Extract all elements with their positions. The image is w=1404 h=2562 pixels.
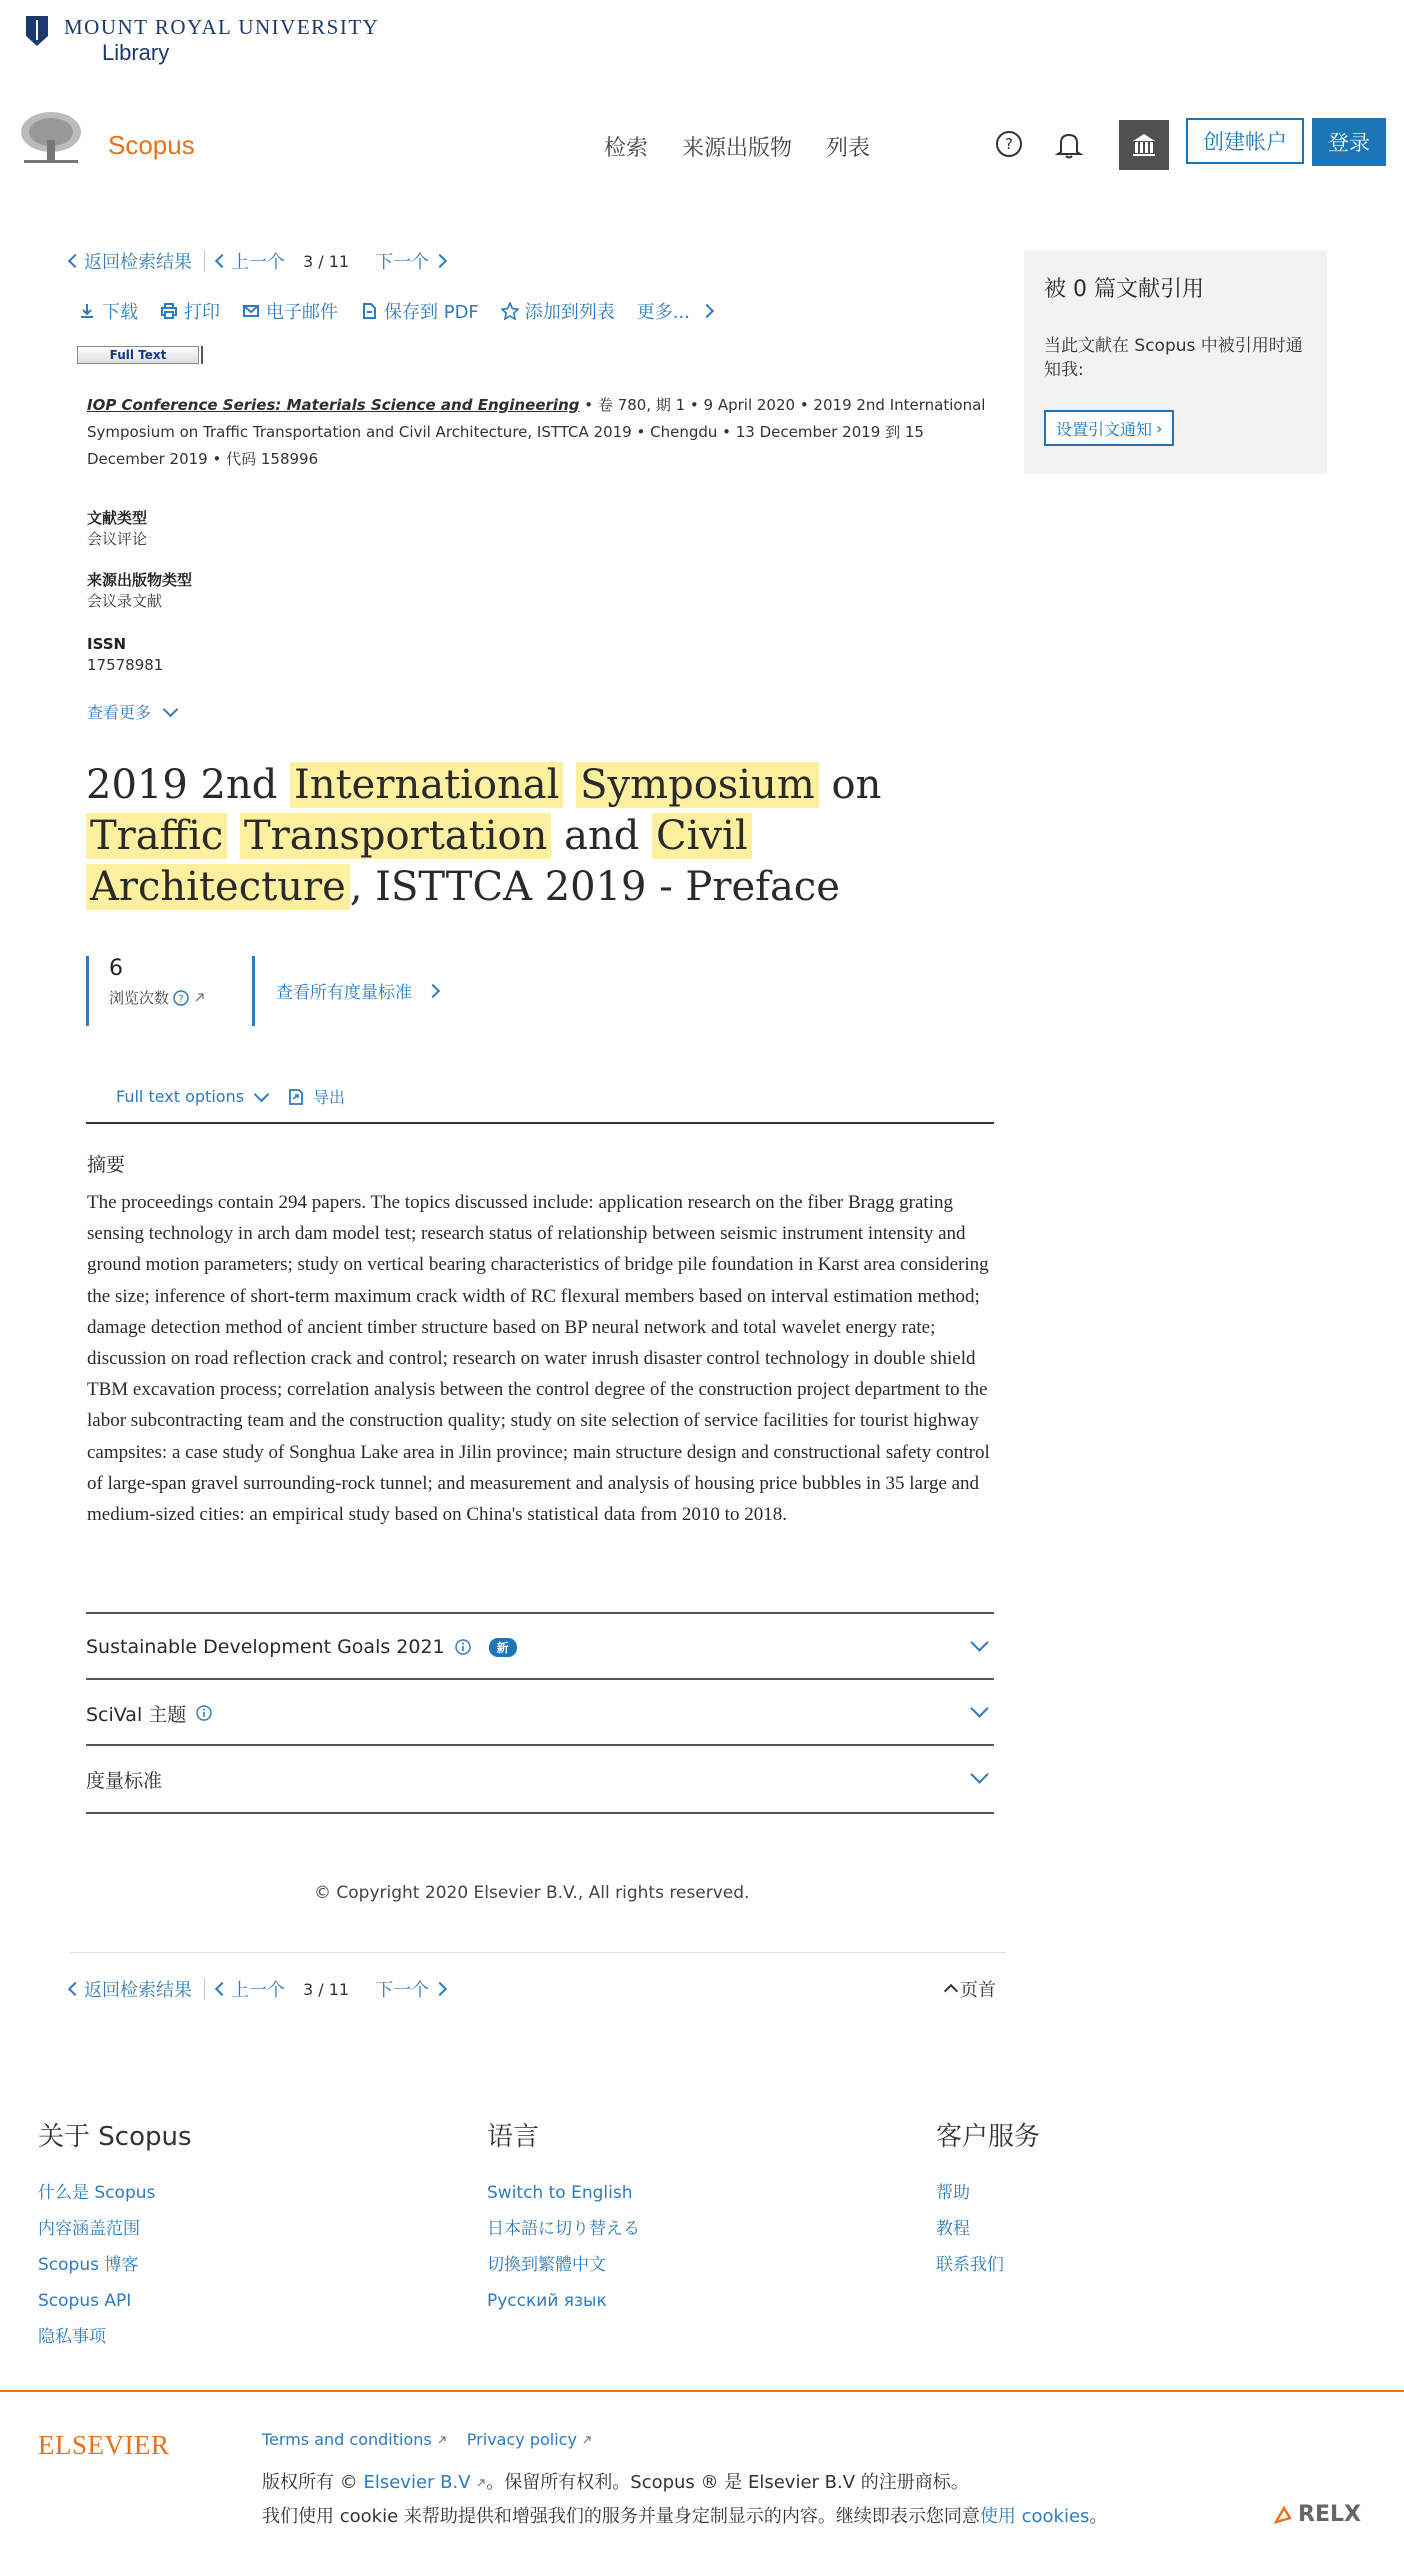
previous-link[interactable]: 上一个 bbox=[231, 1980, 285, 2001]
see-more-toggle[interactable] bbox=[87, 700, 176, 723]
footer-link[interactable]: 教程 bbox=[936, 2219, 970, 2239]
meta-key: 文献类型 bbox=[87, 509, 148, 527]
result-navigation bbox=[70, 248, 445, 274]
accordion-sdg[interactable] bbox=[86, 1612, 994, 1680]
chevron-right-icon bbox=[426, 983, 440, 997]
export-icon bbox=[287, 1088, 305, 1106]
full-text-options-dropdown[interactable] bbox=[116, 1087, 267, 1106]
more-label: 更多... bbox=[636, 302, 690, 323]
rights-suffix: 。保留所有权利。Scopus ® 是 Elsevier B.V 的注册商标。 bbox=[486, 2472, 969, 2493]
external-link-icon bbox=[582, 2435, 592, 2445]
views-label: 浏览次数 bbox=[109, 989, 170, 1007]
result-position: 3 / 11 bbox=[303, 1979, 350, 1999]
chevron-left-icon bbox=[215, 1982, 229, 1996]
document-actions bbox=[78, 298, 712, 324]
set-citation-alert-label: 设置引文通知 bbox=[1056, 419, 1153, 439]
meta-key: ISSN bbox=[87, 635, 127, 653]
elsevier-logo[interactable]: ELSEVIER bbox=[38, 2430, 170, 2460]
options-divider bbox=[86, 1122, 994, 1124]
login-button[interactable]: 登录 bbox=[1312, 118, 1386, 166]
meta-value: 会议录文献 bbox=[87, 592, 163, 610]
elsevier-link[interactable]: Elsevier B.V bbox=[363, 2472, 471, 2493]
footer-link[interactable]: Switch to English bbox=[487, 2183, 633, 2203]
more-action[interactable] bbox=[637, 298, 712, 324]
chevron-down-icon bbox=[970, 1633, 988, 1651]
add-to-list-action[interactable] bbox=[501, 298, 615, 324]
bell-icon[interactable] bbox=[1055, 130, 1083, 160]
title-highlighted-term: International bbox=[290, 762, 563, 808]
previous-link[interactable]: 上一个 bbox=[231, 252, 285, 273]
footer-link[interactable]: 什么是 Scopus bbox=[38, 2183, 156, 2203]
accordion-label: 度量标准 bbox=[86, 1769, 163, 1792]
relx-logo[interactable] bbox=[1272, 2502, 1361, 2527]
accordion-label: Sustainable Development Goals 2021 bbox=[86, 1636, 445, 1658]
institution-header bbox=[26, 14, 379, 74]
view-all-metrics-label: 查看所有度量标准 bbox=[276, 983, 412, 1003]
library-link[interactable]: Library bbox=[102, 40, 170, 65]
print-label: 打印 bbox=[184, 302, 220, 323]
chevron-left-icon bbox=[68, 1982, 82, 1996]
title-text: 2019 2nd bbox=[86, 762, 291, 808]
footer-link[interactable]: Scopus API bbox=[38, 2291, 132, 2311]
full-text-button[interactable]: Full Text bbox=[77, 346, 199, 364]
chevron-right-icon bbox=[433, 1982, 447, 1996]
email-icon bbox=[242, 302, 260, 320]
create-account-button[interactable]: 创建帐户 bbox=[1186, 118, 1304, 164]
footer-heading: 关于 Scopus bbox=[38, 2122, 192, 2152]
title-text: , ISTTCA 2019 - Preface bbox=[349, 864, 840, 910]
title-text: on bbox=[818, 762, 882, 808]
accordion-label: SciVal 主题 bbox=[86, 1703, 187, 1726]
cited-by-panel bbox=[1024, 250, 1327, 474]
result-position: 3 / 11 bbox=[303, 251, 350, 271]
full-text-divider bbox=[201, 346, 203, 364]
views-count: 6 bbox=[109, 956, 123, 981]
star-icon bbox=[501, 302, 519, 320]
cookie-text: 我们使用 cookie 来帮助提供和增强我们的服务并量身定制显示的内容。继续即表示您同意 bbox=[262, 2506, 980, 2527]
scopus-logo[interactable]: Scopus bbox=[108, 130, 195, 160]
rights-notice bbox=[262, 2468, 969, 2494]
chevron-left-icon bbox=[68, 254, 82, 268]
footer-link[interactable]: 隐私事项 bbox=[38, 2327, 106, 2347]
cited-by-heading: 被 0 篇文献引用 bbox=[1044, 277, 1204, 302]
views-metric bbox=[86, 956, 205, 1026]
footer-divider bbox=[0, 2390, 1404, 2392]
metric-divider bbox=[252, 956, 255, 1026]
back-to-top-label: 页首 bbox=[960, 1980, 996, 2001]
result-navigation-bottom bbox=[70, 1976, 445, 2002]
cookie-notice bbox=[262, 2502, 1107, 2528]
help-icon[interactable] bbox=[995, 130, 1023, 158]
footer-link[interactable]: Русский язык bbox=[487, 2291, 607, 2311]
chevron-right-icon bbox=[700, 304, 714, 318]
meta-document-type bbox=[87, 508, 147, 550]
institution-button[interactable] bbox=[1119, 120, 1169, 170]
cited-by-description: 当此文献在 Scopus 中被引用时通知我: bbox=[1044, 336, 1303, 380]
info-icon[interactable] bbox=[455, 1639, 471, 1655]
pdf-icon bbox=[360, 302, 378, 320]
accordion-scival[interactable] bbox=[86, 1678, 994, 1746]
elsevier-tree-logo-icon[interactable] bbox=[18, 110, 84, 168]
chevron-up-icon bbox=[944, 1984, 958, 1998]
footer-language bbox=[487, 2116, 640, 2319]
title-text: and bbox=[551, 813, 653, 859]
institution-name[interactable]: MOUNT ROYAL UNIVERSITY bbox=[64, 15, 380, 39]
footer-heading: 语言 bbox=[487, 2122, 540, 2152]
print-action[interactable] bbox=[160, 298, 220, 324]
abstract-heading: 摘要 bbox=[87, 1154, 126, 1176]
divider bbox=[70, 1952, 1006, 1953]
nav-sources[interactable]: 来源出版物 bbox=[682, 136, 793, 161]
set-citation-alert-button[interactable] bbox=[1044, 410, 1174, 446]
document-options bbox=[116, 1085, 345, 1108]
title-highlighted-term: Architecture bbox=[86, 864, 350, 910]
footer-heading: 客户服务 bbox=[936, 2122, 1041, 2152]
chevron-down-icon bbox=[970, 1699, 988, 1717]
next-link[interactable]: 下一个 bbox=[375, 252, 430, 273]
download-action[interactable] bbox=[78, 298, 138, 324]
download-icon bbox=[78, 302, 96, 320]
info-icon[interactable] bbox=[196, 1705, 212, 1721]
copyright-notice: © Copyright 2020 Elsevier B.V., All rights reserved. bbox=[314, 1883, 750, 1903]
footer-link[interactable]: 切換到繁體中文 bbox=[487, 2255, 606, 2275]
svg-text:?: ? bbox=[1005, 135, 1013, 153]
back-to-results-link[interactable]: 返回检索结果 bbox=[84, 252, 192, 273]
view-all-metrics-link[interactable] bbox=[276, 978, 438, 1003]
footer-link[interactable]: 帮助 bbox=[936, 2183, 970, 2203]
meta-value: 会议评论 bbox=[87, 530, 148, 548]
abstract-text: The proceedings contain 294 papers. The topics discussed include: application research on the fiber Bragg grating sensing technology in arch dam model test; research status of relationship between seismic instrument intensity and ground motion parameters; study on vertical bearing characteristics of bridge pile foundation in Karst area considering the size; inference of short-term maximum crack width of RC flexural members based on interval estimation method; damage detection method of ancient timber structure based on BP neural network and total wavelet energy rate; discussion on road reflection crack and control; research on water inrush disaster control technology in double shield TBM excavation process; correlation analysis between the control degree of the construction project department to the labor subcontracting team and the construction quality; study on site selection of service facilities for tourist highway campsites: a case study of Songhua Lake area in Jilin province; main structure design and constructional safety control of large-span gravel surrounding-rock tunnel; and measurement and analysis of housing price bubbles in 35 large and medium-sized cities: an empirical study based on China's statistical data from 2010 to 2018. bbox=[87, 1192, 990, 1526]
footer-service bbox=[936, 2116, 1040, 2283]
svg-text:?: ? bbox=[178, 993, 184, 1005]
chevron-down-icon bbox=[254, 1086, 270, 1102]
footer-link[interactable]: 联系我们 bbox=[936, 2255, 1004, 2275]
chevron-right-icon bbox=[433, 254, 447, 268]
meta-source-type bbox=[87, 570, 192, 612]
export-label: 导出 bbox=[313, 1088, 346, 1107]
accordion-bottom-border bbox=[86, 1812, 994, 1814]
footer-link[interactable]: 内容涵盖范围 bbox=[38, 2219, 140, 2239]
email-label: 电子邮件 bbox=[266, 302, 338, 323]
title-text bbox=[563, 762, 576, 808]
meta-key: 来源出版物类型 bbox=[87, 571, 193, 589]
institution-icon bbox=[1130, 131, 1158, 159]
export-button[interactable] bbox=[287, 1085, 345, 1108]
footer-legal-links bbox=[262, 2430, 592, 2449]
nav-lists[interactable]: 列表 bbox=[826, 136, 871, 161]
title-highlighted-term: Transportation bbox=[240, 813, 551, 859]
footer-about bbox=[38, 2116, 192, 2355]
source-details: • 卷 780, 期 1 • 9 April 2020 • 2019 2nd International Symposium on Traffic Transportation and Civil Architecture, ISTTCA 2019 • Chengdu • 13 December 2019 到 15 December 2019 • 代码 158996 bbox=[87, 396, 986, 468]
help-icon[interactable] bbox=[173, 990, 189, 1006]
back-to-top-link[interactable] bbox=[946, 1976, 996, 2002]
chevron-down-icon bbox=[970, 1765, 988, 1783]
cookies-link[interactable]: 使用 cookies bbox=[979, 2506, 1090, 2527]
external-link-icon bbox=[193, 992, 205, 1004]
add-to-list-label: 添加到列表 bbox=[524, 302, 615, 323]
print-icon bbox=[160, 302, 178, 320]
mru-shield-icon bbox=[26, 16, 48, 46]
chevron-down-icon bbox=[163, 701, 179, 717]
see-more-label: 查看更多 bbox=[87, 703, 152, 722]
footer-link[interactable]: 日本語に切り替える bbox=[487, 2219, 640, 2239]
save-pdf-action[interactable] bbox=[360, 298, 479, 324]
source-info bbox=[87, 392, 997, 473]
meta-issn bbox=[87, 634, 163, 676]
title-text bbox=[227, 813, 240, 859]
relx-label: RELX bbox=[1298, 2502, 1361, 2527]
document-title bbox=[86, 760, 1016, 913]
email-action[interactable] bbox=[242, 298, 338, 324]
nav-search[interactable]: 检索 bbox=[604, 136, 649, 161]
external-link-icon bbox=[476, 2478, 486, 2488]
rights-prefix: 版权所有 © bbox=[262, 2472, 358, 2493]
download-label: 下载 bbox=[102, 302, 138, 323]
next-link[interactable]: 下一个 bbox=[375, 1980, 430, 2001]
journal-link[interactable]: IOP Conference Series: Materials Science and Engineering bbox=[87, 396, 580, 414]
privacy-label: Privacy policy bbox=[466, 2430, 577, 2449]
accordion-metrics[interactable] bbox=[86, 1744, 994, 1812]
relx-mark-icon bbox=[1272, 2504, 1294, 2526]
terms-link[interactable] bbox=[262, 2430, 447, 2449]
save-pdf-label: 保存到 PDF bbox=[384, 302, 479, 323]
chevron-right-icon: › bbox=[1156, 418, 1163, 438]
main-nav bbox=[604, 131, 870, 162]
cookie-suffix: 。 bbox=[1089, 2506, 1108, 2527]
chevron-left-icon bbox=[215, 254, 229, 268]
title-highlighted-term: Traffic bbox=[86, 813, 227, 859]
full-text-options-label: Full text options bbox=[116, 1087, 245, 1106]
privacy-link[interactable] bbox=[467, 2430, 592, 2449]
new-badge: 新 bbox=[489, 1638, 517, 1657]
title-highlighted-term: Symposium bbox=[576, 762, 819, 808]
terms-label: Terms and conditions bbox=[262, 2430, 432, 2449]
footer-link[interactable]: Scopus 博客 bbox=[38, 2255, 139, 2275]
meta-value: 17578981 bbox=[87, 656, 164, 674]
back-to-results-link[interactable]: 返回检索结果 bbox=[84, 1980, 192, 2001]
title-highlighted-term: Civil bbox=[652, 813, 752, 859]
external-link-icon bbox=[437, 2435, 447, 2445]
